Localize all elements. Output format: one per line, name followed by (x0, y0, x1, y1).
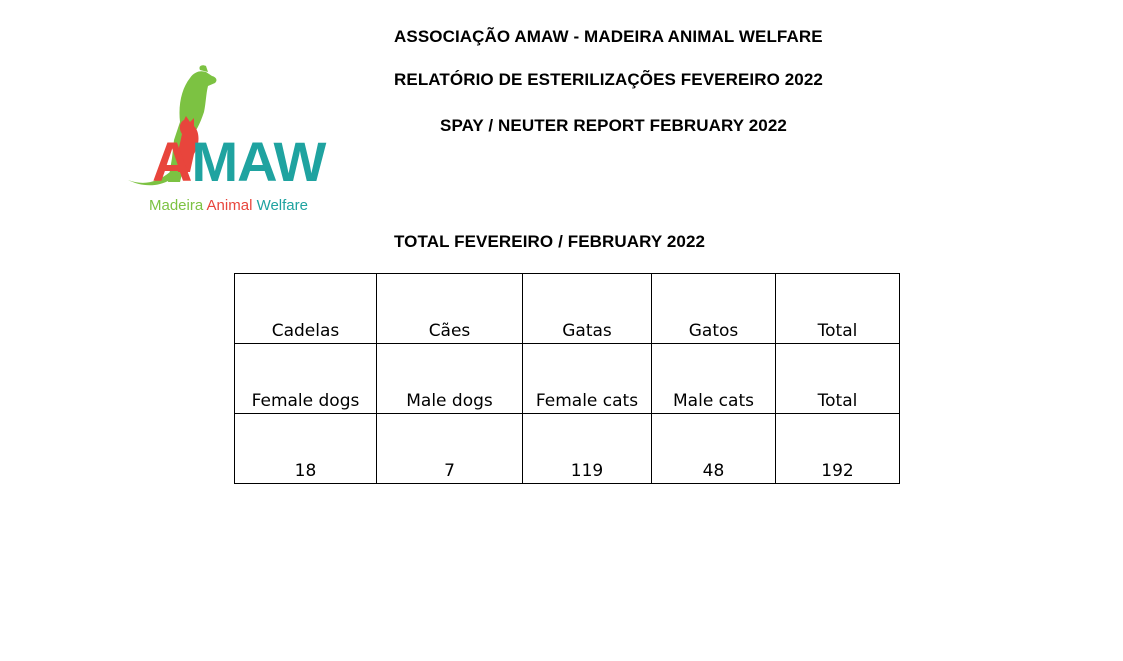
report-title-pt: RELATÓRIO DE ESTERILIZAÇÕES FEVEREIRO 2022 (394, 70, 823, 89)
table-row-header-en (235, 344, 900, 414)
table-row-header-pt (235, 274, 900, 344)
table-cell: Gatas (523, 274, 652, 344)
table-cell: 7 (377, 414, 523, 484)
table-row-values (235, 414, 900, 484)
logo-tagline: Madeira Animal Welfare (149, 197, 308, 214)
table-cell: 48 (652, 414, 776, 484)
table-cell: Total (776, 344, 900, 414)
table-cell: Cães (377, 274, 523, 344)
table-cell: Cadelas (235, 274, 377, 344)
organization-title: ASSOCIAÇÃO AMAW - MADEIRA ANIMAL WELFARE (394, 27, 823, 46)
table-cell: Male cats (652, 344, 776, 414)
logo-wordmark: AMAW (152, 130, 326, 193)
table-cell: 18 (235, 414, 377, 484)
table-cell: Gatos (652, 274, 776, 344)
sterilization-table (234, 273, 900, 484)
amaw-logo (120, 62, 325, 222)
section-title: TOTAL FEVEREIRO / FEBRUARY 2022 (394, 232, 706, 251)
table-cell: Male dogs (377, 344, 523, 414)
table-cell: Female cats (523, 344, 652, 414)
table-cell: 119 (523, 414, 652, 484)
report-title-en: SPAY / NEUTER REPORT FEBRUARY 2022 (440, 116, 787, 135)
table-cell: Total (776, 274, 900, 344)
table-cell: 192 (776, 414, 900, 484)
table-cell: Female dogs (235, 344, 377, 414)
